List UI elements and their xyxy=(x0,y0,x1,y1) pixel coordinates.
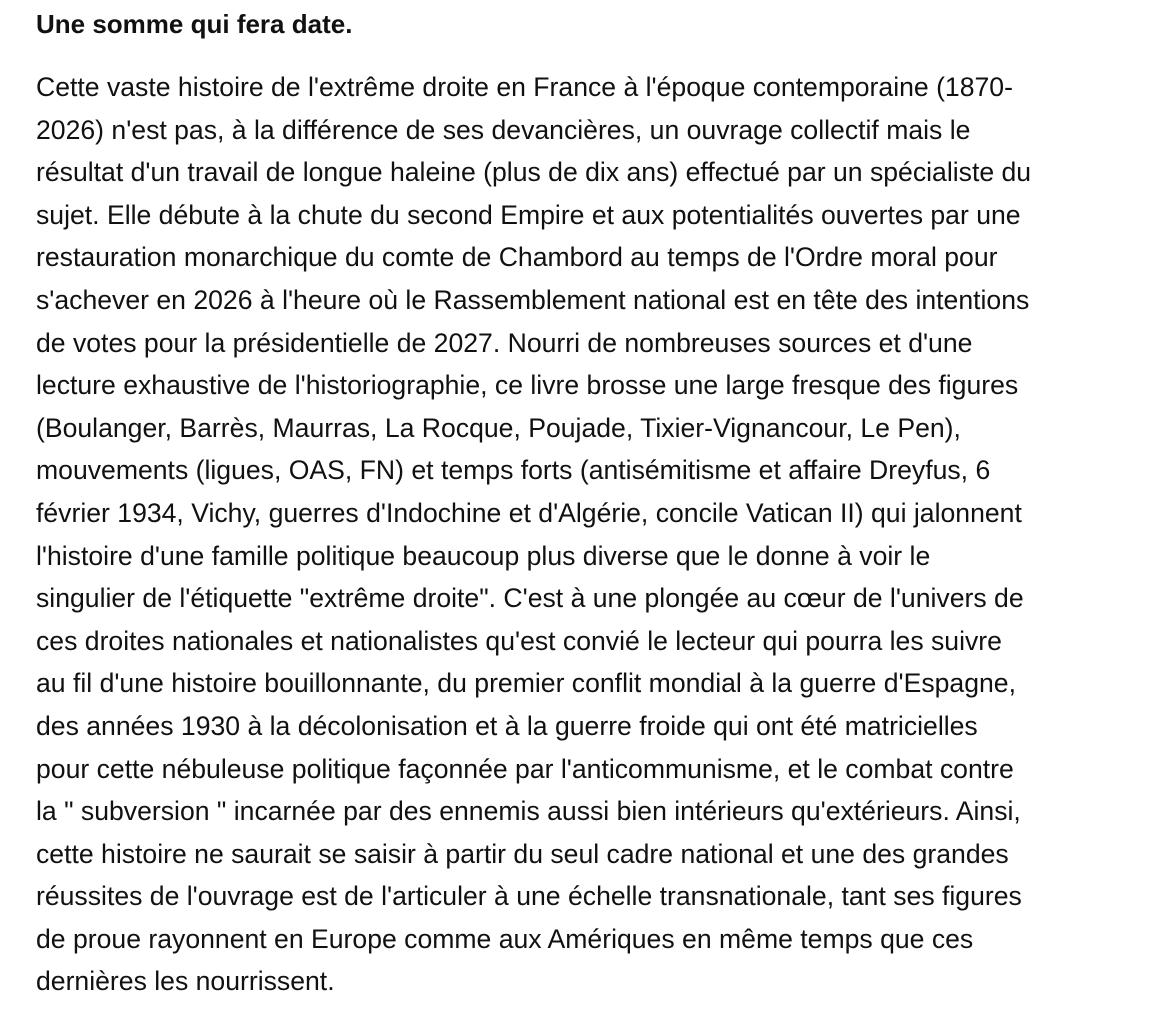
document-paragraph xyxy=(36,66,1146,1003)
paragraph-line: sujet. Elle débute à la chute du second Empire et aux potentialités ouvertes par une xyxy=(36,199,1021,230)
paragraph-line: au fil d'une histoire bouillonnante, du premier conflit mondial à la guerre d'Espagne, xyxy=(36,668,1016,699)
paragraph-line: mouvements (ligues, OAS, FN) et temps forts (antisémitisme et affaire Dreyfus, 6 xyxy=(36,455,991,486)
document xyxy=(36,8,1146,1003)
paragraph-line: des années 1930 à la décolonisation et à la guerre froide qui ont été matricielles xyxy=(36,710,978,741)
paragraph-line: Cette vaste histoire de l'extrême droite en France à l'époque contemporaine (1870- xyxy=(36,72,1013,102)
paragraph-line: (Boulanger, Barrès, Maurras, La Rocque, Poujade, Tixier-Vignancour, Le Pen), xyxy=(36,412,961,443)
paragraph-line: restauration monarchique du comte de Chambord au temps de l'Ordre moral pour xyxy=(36,242,998,273)
paragraph-line: de votes pour la présidentielle de 2027. Nourri de nombreuses sources et d'une xyxy=(36,327,973,358)
paragraph-line: ces droites nationales et nationalistes qu'est convié le lecteur qui pourra les suivre xyxy=(36,625,1002,656)
paragraph-line: 2026) n'est pas, à la différence de ses devancières, un ouvrage collectif mais le xyxy=(36,114,971,145)
paragraph-line: l'histoire d'une famille politique beaucoup plus diverse que le donne à voir le xyxy=(36,540,931,571)
paragraph-line: pour cette nébuleuse politique façonnée par l'anticommunisme, et le combat contre xyxy=(36,753,1014,784)
paragraph-line: lecture exhaustive de l'historiographie, ce livre brosse une large fresque des figures xyxy=(36,370,1019,401)
document-title: Une somme qui fera date. xyxy=(36,9,353,39)
paragraph-line: cette histoire ne saurait se saisir à partir du seul cadre national et une des grandes xyxy=(36,838,1009,869)
paragraph-line: réussites de l'ouvrage est de l'articuler à une échelle transnationale, tant ses figures xyxy=(36,881,1022,912)
paragraph-line: dernières les nourrissent. xyxy=(36,966,335,997)
paragraph-line: résultat d'un travail de longue haleine (plus de dix ans) effectué par un spécialiste du xyxy=(36,157,1032,188)
paragraph-line: de proue rayonnent en Europe comme aux Amériques en même temps que ces xyxy=(36,923,974,954)
paragraph-line: février 1934, Vichy, guerres d'Indochine et d'Algérie, concile Vatican II) qui jalonnent xyxy=(36,497,1022,528)
paragraph-line: la " subversion " incarnée par des ennemis aussi bien intérieurs qu'extérieurs. Ainsi, xyxy=(36,796,1021,827)
paragraph-line: s'achever en 2026 à l'heure où le Rassemblement national est en tête des intentions xyxy=(36,284,1030,315)
paragraph-line: singulier de l'étiquette "extrême droite". C'est à une plongée au cœur de l'univers de xyxy=(36,583,1024,614)
